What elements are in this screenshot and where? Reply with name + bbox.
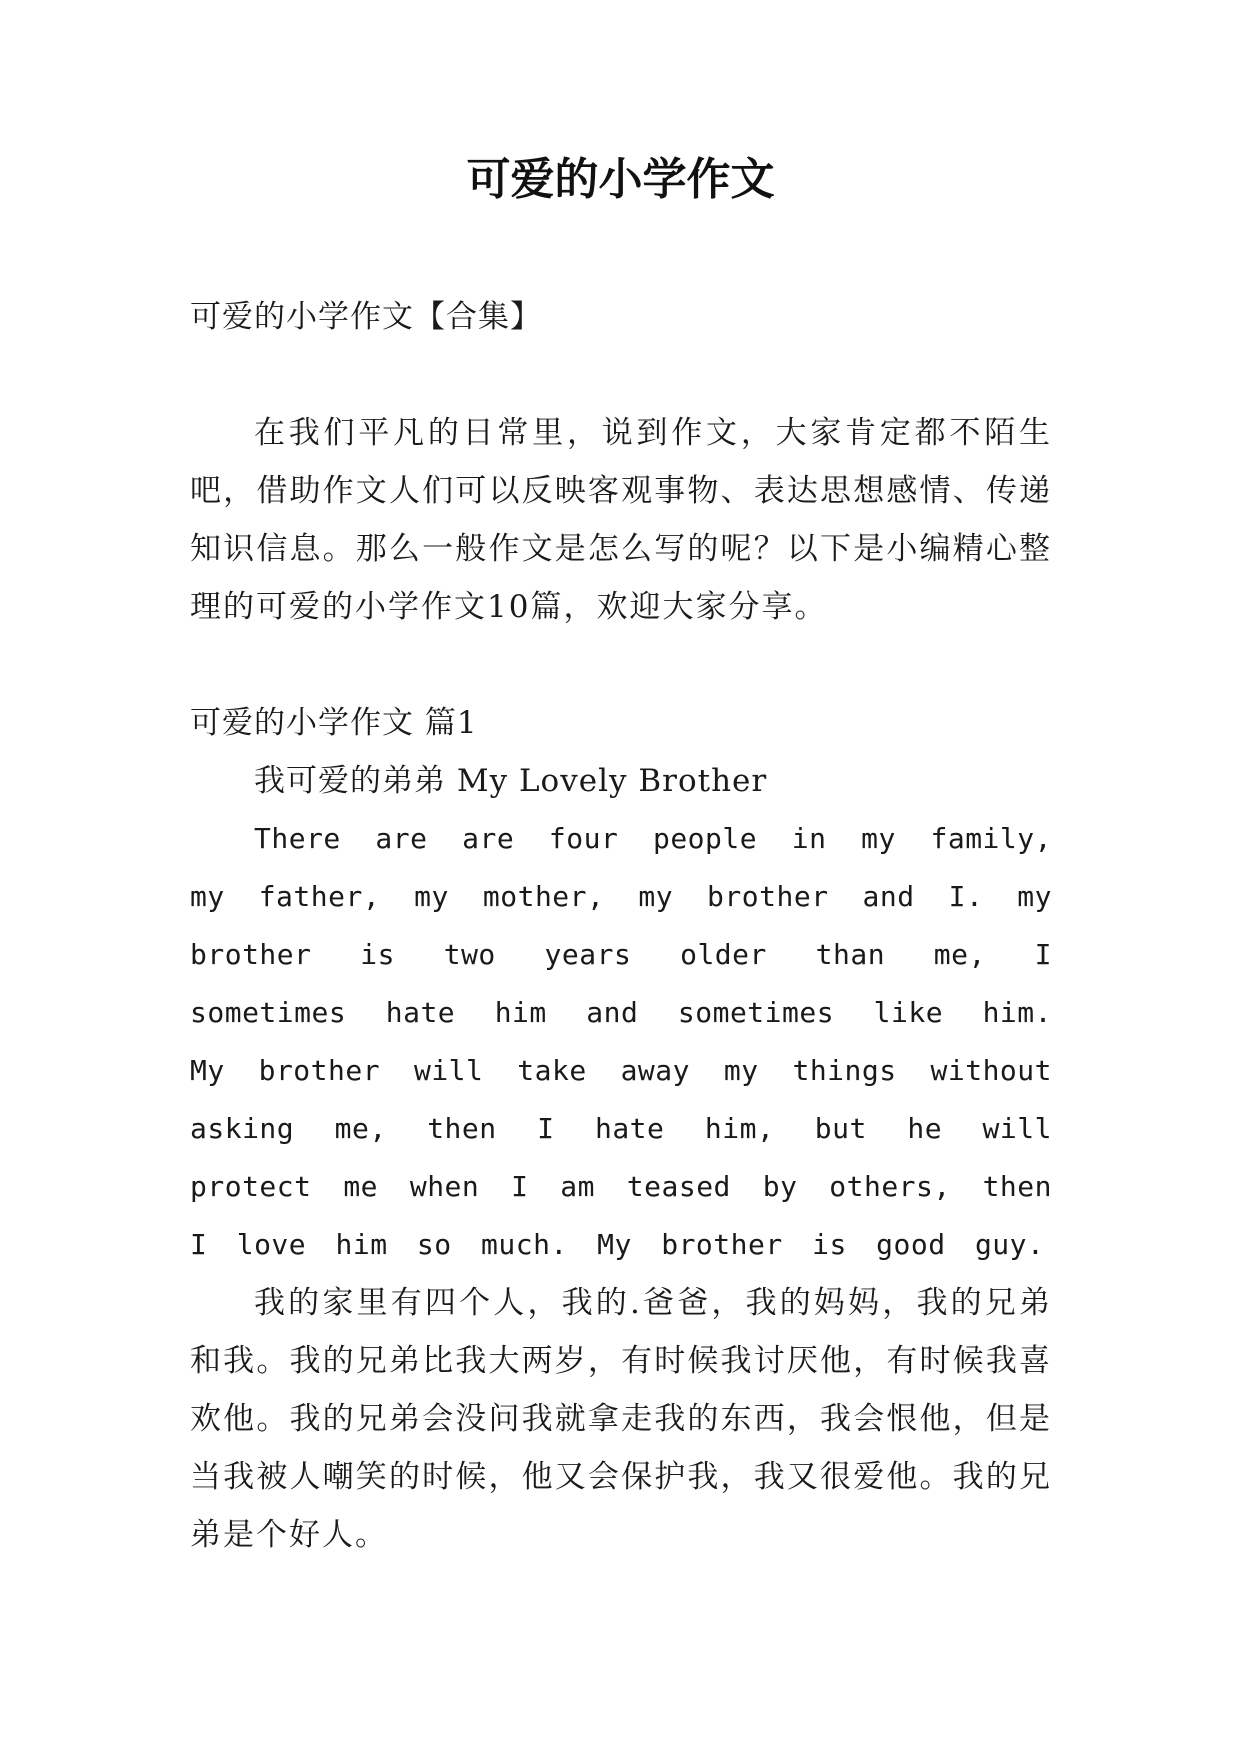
- intro-paragraph: 在我们平凡的日常里，说到作文，大家肯定都不陌生吧，借助作文人们可以反映客观事物、表达思想感情、传递知识信息。那么一般作文是怎么写的呢？以下是小编精心整理的可爱的小学作文10篇，欢迎大家分享。: [190, 415, 1052, 625]
- section-heading: 可爱的小学作文 篇1: [190, 705, 478, 741]
- chinese-paragraph: 我的家里有四个人，我的.爸爸，我的妈妈，我的兄弟和我。我的兄弟比我大两岁，有时候我讨厌他，有时候我喜欢他。我的兄弟会没问我就拿走我的东西，我会恨他，但是当我被人嘲笑的时候，他又会保护我，我又很爱他。我的兄弟是个好人。: [190, 1285, 1052, 1553]
- essay-title: 我可爱的弟弟 My Lovely Brother: [254, 763, 768, 799]
- english-paragraph: There are are four people in my family, my father, my mother, my brother and I. my brother is two years older than me, I sometimes hate him and sometimes like him. My brother will take away my things without asking me, then I hate him, but he will protect me when I am teased by others, then I love him so much. My brother is good guy.: [190, 822, 1052, 1261]
- document-title: 可爱的小学作文: [466, 154, 775, 205]
- spacer: [190, 346, 1052, 404]
- document-body: [190, 288, 1052, 1564]
- spacer: [190, 636, 1052, 694]
- document-subtitle: 可爱的小学作文【合集】: [190, 299, 542, 335]
